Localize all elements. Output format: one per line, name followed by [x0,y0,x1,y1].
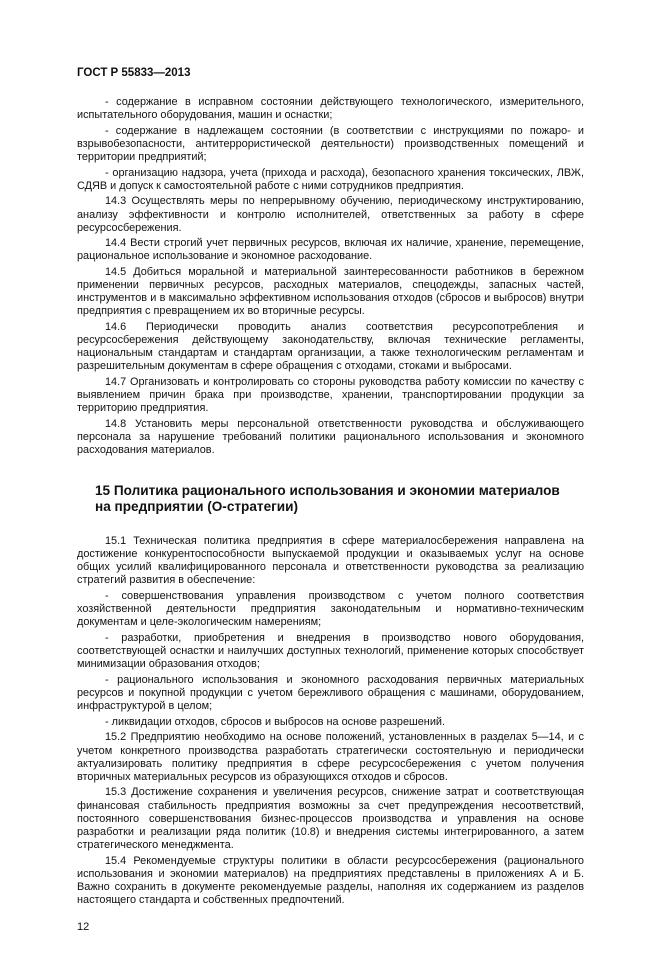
paragraph-14-8: 14.8 Установить меры персональной ответственности руководства и обслуживающего персонала за нарушение требований политики рационального использования и экономного расходования материалов. [77,417,584,457]
paragraph: - разработки, приобретения и внедрения в производство нового оборудования, соответствующей оснастки и наилучших доступных технологий, применение которых способствует минимизации образования отходов; [77,632,584,671]
paragraph: - содержание в надлежащем состоянии (в соответствии с инструкциями по пожаро- и взрывобезопасности, антитеррористической деятельности) производственных помещений и территории предприятий; [77,124,584,163]
paragraph: - совершенствования управления производством с учетом полного соответствия хозяйственной деятельности предприятия законодательным и нормативно-техническим документам и целе-экологическим намерениям; [77,590,584,629]
heading-line-1: 15 Политика рационального использования и экономии материалов [95,483,560,499]
document-header: ГОСТ Р 55833—2013 [77,67,191,79]
paragraph-14-5: 14.5 Добиться моральной и материальной заинтересованности работников в бережном применении первичных ресурсов, расходных материалов, спецодежды, запасных частей, инструментов и в максимально эффективном использования отходов (сбросов и выбросов) внутри предприятия с превращением их во вторичные ресурсы. [77,266,584,318]
paragraph: - организацию надзора, учета (прихода и расхода), безопасного хранения токсических, ЛВЖ, СДЯВ и допуск к самостоятельной работе с ними сотрудников предприятия. [77,166,584,192]
heading-line-2: на предприятии (О-стратегии) [95,499,299,515]
paragraph-14-3: 14.3 Осуществлять меры по непрерывному обучению, периодическому инструктированию, анализу эффективности и контролю исполнителей, ответственных за работу в сфере ресурсосбережения. [77,195,584,234]
paragraph: - содержание в исправном состоянии действующего технологического, измерительного, испытательного оборудования, машин и оснастки; [77,96,584,122]
paragraph: - ликвидации отходов, сбросов и выбросов на основе разрешений. [105,715,446,728]
paragraph-14-7: 14.7 Организовать и контролировать со стороны руководства работу комиссии по качеству с выявлением причин брака при производстве, хранении, транспортировании продукции за территорию предприятия. [77,376,584,415]
page-number: 12 [77,920,90,933]
paragraph: - рационального использования и экономного расходования первичных материальных ресурсов и покупной продукции с учетом бережливого обращения с машинами, оборудованием, инфраструктурой в целом; [77,673,584,713]
paragraph-15-4: 15.4 Рекомендуемые структуры политики в области ресурсосбережения (рационального использования и экономии материалов) на предприятиях представлены в приложениях А и Б. Важно сохранить в документе рекомендуемые разделы, наполняя их содержанием из разделов настоящего стандарта и собственных предпочтений. [77,854,584,906]
paragraph-14-4: 14.4 Вести строгий учет первичных ресурсов, включая их наличие, хранение, перемещение, рациональное использование и экономное расходование. [77,237,584,263]
document-body [77,96,584,907]
paragraph-15-2: 15.2 Предприятию необходимо на основе положений, установленных в разделах 5—14, и с учетом конкретного производства разработать стратегически состоятельную и периодически актуализировать политику предприятия в сфере ресурсосбережения с учетом получения вторичных материальных ресурсов из образующихся отходов и сбросов. [77,731,584,783]
section-15-heading [95,483,584,515]
paragraph-14-6: 14.6 Периодически проводить анализ соответствия ресурсопотребления и ресурсосбережения действующему законодательству, включая технические регламенты, национальным стандартам и стандартам организации, а также технологическим регламентам и разрешительным документам в сфере обращения с отходами, стоками и выбросами. [77,321,584,373]
paragraph-15-3: 15.3 Достижение сохранения и увеличения ресурсов, снижение затрат и соответствующая финансовая стабильность предприятия возможны за счет предупреждения несоответствий, постоянного совершенствования бизнес-процессов производства и управления на основе разработки и реализации ряда политик (10.8) и внедрения системы интегрированного, а затем стратегического менеджмента. [77,786,584,851]
paragraph-15-1: 15.1 Техническая политика предприятия в сфере материалосбережения направлена на достижение конкурентоспособности выпускаемой продукции и оказываемых услуг на основе общих усилий квалифицированного персонала и ответственности руководства за реализацию стратегий развития в обеспечение: [77,535,584,587]
